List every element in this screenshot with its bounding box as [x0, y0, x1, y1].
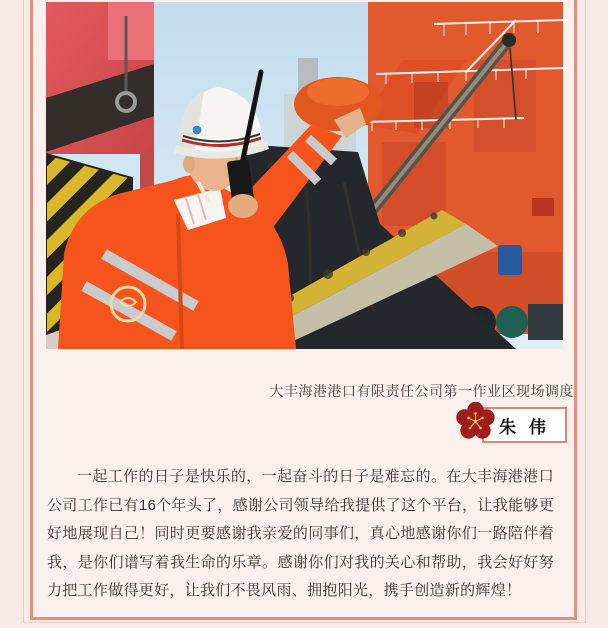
photo-caption: 大丰海港港口有限责任公司第一作业区现场调度 — [269, 383, 574, 399]
profile-name: 朱 伟 — [499, 417, 550, 437]
article-paragraph: 一起工作的日子是快乐的，一起奋斗的日子是难忘的。在大丰海港港口公司工作已有16个年头了，感谢公司领导给我提供了这个平台，让我能够更好地展现自己！同时更要感谢我亲爱的同事们，真心地感谢你们一路陪伴着我，是你们谱写着我生命的乐章。感谢你们对我的关心和帮助，我会好好努力把工作做得更好，让我们不畏风雨、拥抱阳光，携手创造新的辉煌！ — [47, 468, 554, 599]
plum-blossom-icon — [455, 401, 496, 442]
port-photo[interactable] — [46, 2, 563, 349]
port-scene — [46, 2, 563, 349]
